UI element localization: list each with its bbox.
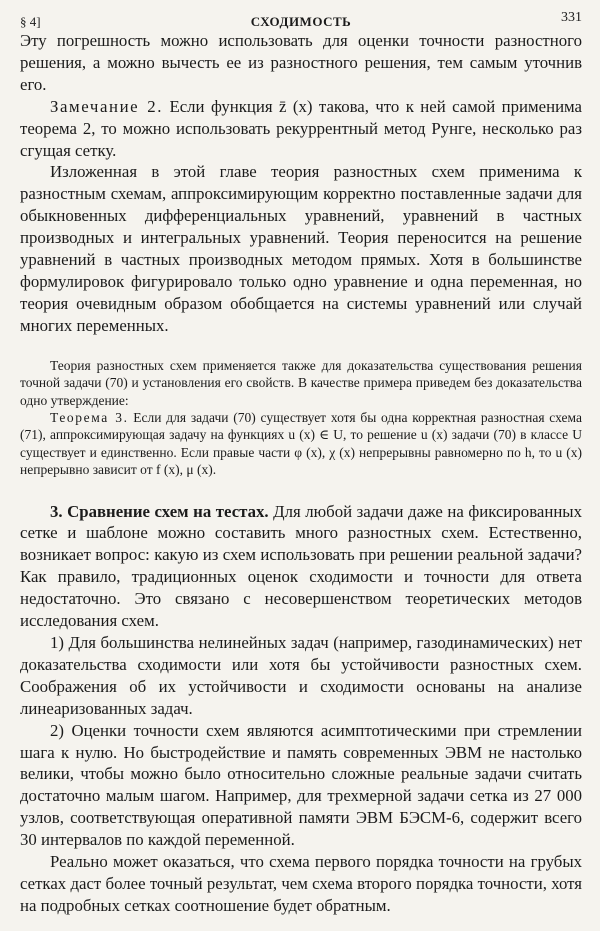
section-3-intro [20, 501, 582, 632]
remark-label: Замечание 2. [50, 96, 164, 116]
remark-text: Если функция z̄ (x) такова, что к ней самой применима теорема 2, то можно использовать рекуррентный метод Рунге, несколько раз сгущая сетку. [20, 96, 582, 160]
chapter-running-title: СХОДИМОСТЬ [250, 14, 352, 29]
main-text [20, 30, 582, 337]
theorem-text: Если для задачи (70) существует хотя бы одна корректная разностная схема (71), аппроксимирующая задачу на функциях u (x) ∈ U, то решение u (x) задачи (70) в классе U существует и единственно. Если правые части φ (x), χ (x) непрерывны равномерно по h, то u (x) непрерывно зависит от f (x), μ (x). [20, 409, 582, 478]
small-print-block [20, 357, 582, 479]
point-1: 1) Для большинства нелинейных задач (например, газодинамических) нет доказательства сходимости или хотя бы устойчивости разностных схем. Соображения об их устойчивости и сходимости основаны на анализе линеаризованных задач. [20, 632, 582, 718]
section-3 [20, 501, 582, 917]
section-marker: § 4] [20, 14, 41, 29]
point-2: 2) Оценки точности схем являются асимптотическими при стремлении шага к нулю. Но быстродействие и память современных ЭВМ не настолько велики, чтобы можно было относительно сложные реальные задачи считать достаточно малым шагом. Например, для трехмерной задачи сетка из 27 000 узлов, соответствующая оперативной памяти ЭВМ БЭСМ-6, содержит всего 30 интервалов по каждой переменной. [20, 720, 582, 850]
paragraph-conclusion: Реально может оказаться, что схема первого порядка точности на грубых сетках даст более точный результат, чем схема второго порядка точности, хотя на подробных сетках соотношение будет обратным. [20, 852, 582, 915]
theorem-3 [20, 409, 582, 479]
paragraph-error-estimate: Эту погрешность можно использовать для оценки точности разностного решения, а можно вычесть ее из разностного решения, тем самым уточнив его. [20, 31, 582, 94]
small-paragraph-existence: Теория разностных схем применяется также для доказательства существования решения точной задачи (70) и установления его свойств. В качестве примера приведем без доказательства одно утверждение: [20, 357, 582, 408]
theorem-label: Теорема 3. [50, 409, 129, 425]
paragraph-theory-scope: Изложенная в этой главе теория разностных схем применима к разностным схемам, аппроксимирующим корректно поставленные задачи для обыкновенных дифференциальных уравнений, уравнений в частных производных и интегральных уравнений. Теория переносится на решение уравнений в частных производных методом прямых. Хотя в большинстве формулировок фигурировало только одно уравнение и одна переменная, но теория очевидным образом обобщается на системы уравнений или случай многих переменных. [20, 162, 582, 335]
running-header [20, 8, 582, 30]
section-3-intro-text: Для любой задачи даже на фиксированных сетке и шаблоне можно составить много разностных схем. Естественно, возникает вопрос: какую из схем использовать при решении реальной задачи? Как правило, традиционных оценок сходимости и точности для ответа недостаточно. Это связано с несовершенством теоретических методов исследования схем. [20, 501, 582, 631]
page-number: 331 [561, 10, 582, 25]
section-heading: 3. Сравнение схем на тестах. [50, 501, 269, 521]
remark-2 [20, 96, 582, 162]
